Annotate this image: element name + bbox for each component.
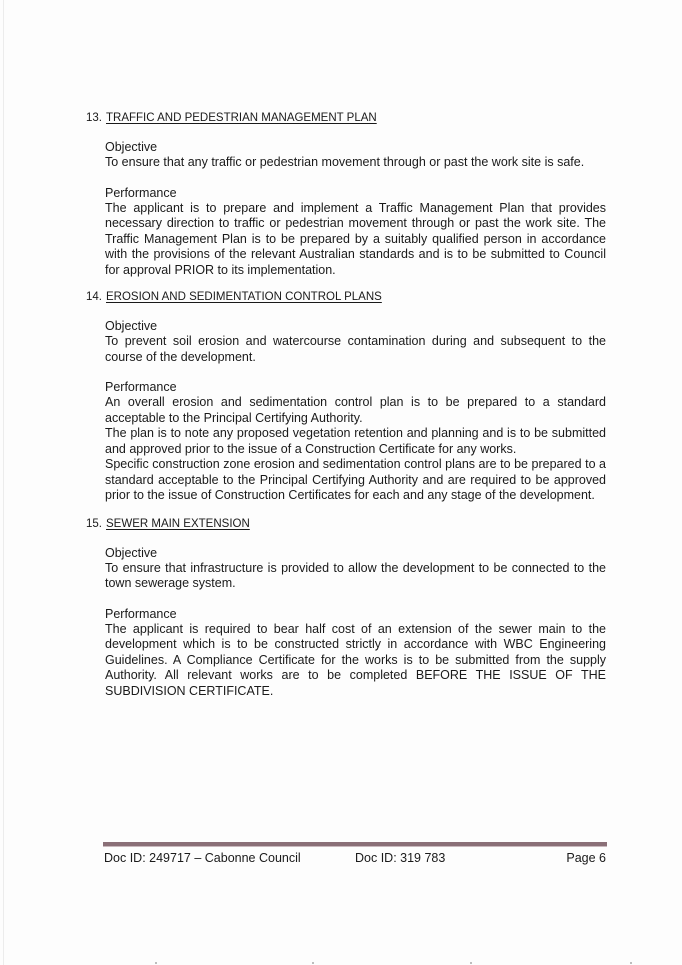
scan-speck	[470, 962, 472, 964]
section-title: EROSION AND SEDIMENTATION CONTROL PLANS	[106, 291, 382, 303]
section-13	[86, 111, 606, 278]
section-number: 15.	[86, 517, 102, 530]
performance-heading: Performance	[105, 606, 177, 621]
section-14	[86, 290, 606, 504]
section-number: 13.	[86, 112, 102, 124]
performance-heading: Performance	[105, 185, 177, 200]
objective-text: To ensure that any traffic or pedestrian movement through or past the work site is safe.	[105, 155, 585, 169]
performance-paragraph: The applicant is to prepare and implement a Traffic Management Plan that provides necessary direction to traffic or pedestrian movement through or past the work site. The Traffic Management Plan is to be prepared by a suitably qualified person in accordance with the provisions of the relevant Australian standards and is to be submitted to Council for approval PRIOR to its implementation.	[105, 200, 606, 277]
section-title: SEWER MAIN EXTENSION	[106, 517, 250, 530]
section-heading	[86, 111, 606, 125]
scan-speck	[312, 962, 314, 964]
page-edge	[3, 0, 4, 965]
objective-text: To ensure that infrastructure is provided to allow the development to be connected to the town sewerage system.	[105, 560, 606, 590]
scan-speck	[155, 962, 157, 964]
performance-paragraph: Specific construction zone erosion and sedimentation control plans are to be prepared to a standard acceptable to the Principal Certifying Authority and are required to be approved prior to the issue of Construction Certificates for each and any stage of the development.	[105, 457, 606, 502]
section-content	[105, 545, 606, 700]
scan-speck	[630, 962, 632, 964]
section-15	[86, 517, 606, 700]
footer-rule-shadow	[103, 846, 607, 847]
objective-heading: Objective	[105, 319, 158, 333]
document-body	[86, 111, 606, 699]
footer-page-number: Page 6	[566, 851, 606, 865]
objective-heading: Objective	[105, 545, 158, 560]
objective-heading: Objective	[105, 140, 158, 154]
performance-paragraph: The applicant is required to bear half cost of an extension of the sewer main to the development which is to be constructed strictly in accordance with WBC Engineering Guidelines. A Compliance Certificate for the works is to be submitted from the supply Authority. All relevant works are to be completed BEFORE THE ISSUE OF THE SUBDIVISION CERTIFICATE.	[105, 621, 606, 698]
section-heading	[86, 517, 606, 531]
section-content	[105, 139, 606, 278]
performance-paragraph: An overall erosion and sedimentation control plan is to be prepared to a standard acceptable to the Principal Certifying Authority.	[105, 395, 606, 425]
performance-paragraph: The plan is to note any proposed vegetation retention and planning and is to be submitted and approved prior to the issue of a Construction Certificate for any works.	[105, 426, 606, 456]
footer-doc-id-council: Doc ID: 249717 – Cabonne Council	[104, 851, 301, 865]
section-content	[105, 318, 606, 504]
objective-text: To prevent soil erosion and watercourse contamination during and subsequent to the course of the development.	[105, 334, 606, 364]
section-title: TRAFFIC AND PEDESTRIAN MANAGEMENT PLAN	[106, 112, 377, 124]
footer-doc-id: Doc ID: 319 783	[355, 851, 446, 865]
section-number: 14.	[86, 291, 102, 303]
section-heading	[86, 290, 606, 304]
performance-heading: Performance	[105, 380, 177, 394]
